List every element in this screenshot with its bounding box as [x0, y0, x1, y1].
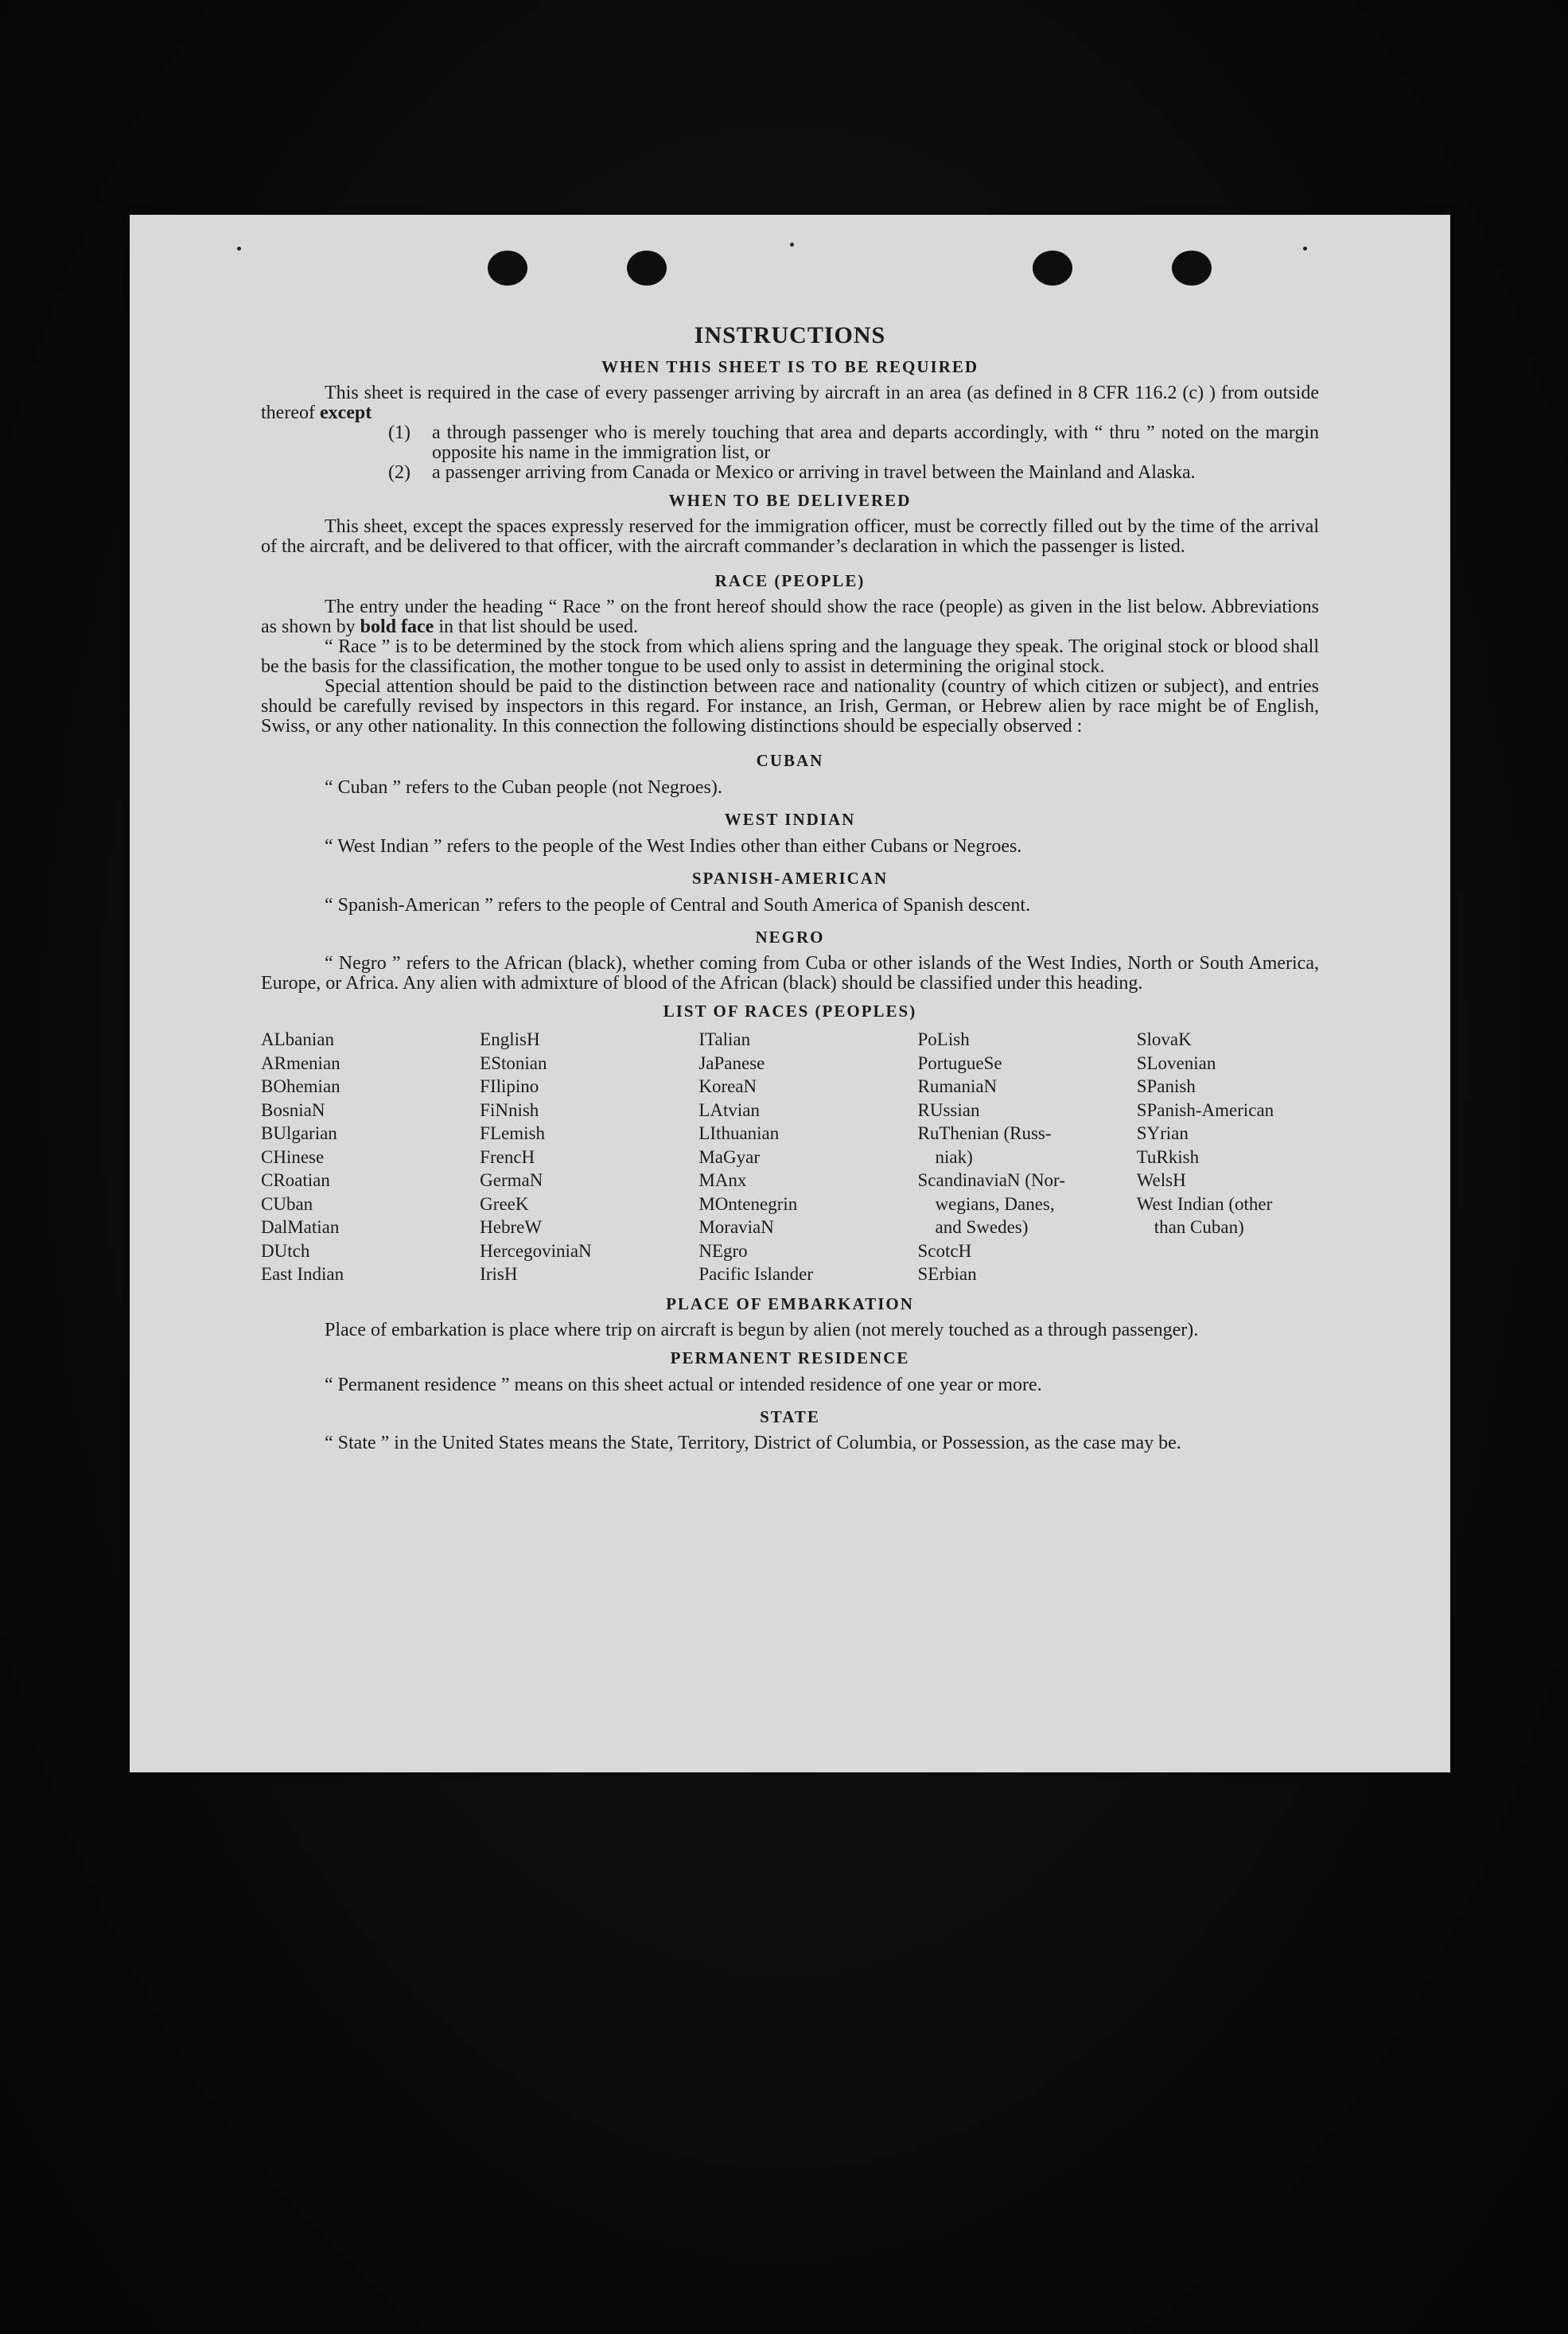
negro-text: “ Negro ” refers to the African (black), whether coming from Cuba or other islands of the West Indies, North or South America, Europe, or Africa. Any alien with admixture of blood of the African (black) should be classified under this heading.: [261, 953, 1319, 994]
race-entry: Pacific Islander: [698, 1264, 814, 1284]
race-entry: CHinese: [261, 1146, 325, 1167]
race-entry: ScandinaviaN (Nor-: [917, 1170, 1065, 1190]
race-entry: ITalian: [698, 1029, 751, 1049]
section-heading-west-indian: WEST INDIAN: [724, 810, 856, 829]
races-column: [918, 1028, 1137, 1286]
document-sheet: [130, 215, 1450, 1772]
race-entry: FIlipino: [480, 1076, 539, 1096]
section-heading-required: WHEN THIS SHEET IS TO BE REQUIRED: [601, 357, 979, 376]
race-entry: CRoatian: [261, 1170, 330, 1190]
races-column: [261, 1028, 480, 1286]
required-intro: This sheet is required in the case of every passenger arriving by aircraft in an area (as defined in 8 CFR 116.2 (c) ) from outside thereof except: [261, 383, 1319, 423]
section-heading-residence: PERMANENT RESIDENCE: [670, 1348, 910, 1367]
race-entry: EnglisH: [480, 1029, 540, 1049]
paper-speck: [237, 247, 241, 251]
race-paragraph-1: The entry under the heading “ Race ” on the front hereof should show the race (people) as given in the list below. Abbreviations as shown by bold face in that list should be used.: [261, 597, 1319, 637]
section-heading-race: RACE (PEOPLE): [714, 571, 866, 590]
section-heading-state: STATE: [760, 1406, 820, 1426]
race-entry: LAtvian: [698, 1099, 760, 1120]
race-entry: NEgro: [698, 1240, 748, 1261]
race-entry: DUtch: [261, 1240, 310, 1261]
race-entry: SYrian: [1136, 1123, 1189, 1143]
spanish-american-text: “ Spanish-American ” refers to the people of Central and South America of Spanish descent.: [325, 895, 1031, 916]
instructions-content: [261, 322, 1319, 1453]
race-entry: BosniaN: [261, 1099, 325, 1120]
race-entry: RUssian: [917, 1099, 980, 1120]
west-indian-text: “ West Indian ” refers to the people of the West Indies other than either Cubans or Negroes.: [325, 836, 1022, 857]
races-column: [698, 1028, 917, 1286]
race-entry: ARmenian: [261, 1052, 340, 1073]
race-entry: MOntenegrin: [698, 1193, 798, 1214]
list-item: (2) a passenger arriving from Canada or Mexico or arriving in travel between the Mainland and Alaska.: [388, 462, 1196, 483]
race-paragraph-3: Special attention should be paid to the distinction between race and nationality (country of which citizen or subject), and entries should be carefully revised by inspectors in this regard. For instance, an Irish, German, or Hebrew alien by race might be of English, Swiss, or any other nationality. In this connection the following distinctions should be especially observed :: [261, 676, 1319, 737]
section-heading-races-list: LIST OF RACES (PEOPLES): [663, 1002, 917, 1021]
punch-hole: [1033, 251, 1072, 286]
race-entry: niak): [935, 1146, 973, 1167]
race-entry: than Cuban): [1154, 1217, 1244, 1237]
page-title: INSTRUCTIONS: [694, 322, 886, 348]
race-entry: ALbanian: [261, 1029, 334, 1049]
race-entry: SErbian: [917, 1264, 977, 1284]
race-entry: West Indian (other: [1136, 1193, 1273, 1214]
race-entry: GermaN: [480, 1170, 543, 1190]
race-entry: FiNnish: [480, 1099, 539, 1120]
races-column: [480, 1028, 698, 1286]
section-heading-cuban: CUBAN: [756, 751, 824, 770]
race-paragraph-2: “ Race ” is to be determined by the stock from which aliens spring and the language they speak. The original stock or blood shall be the basis for the classification, the mother tongue to be used only to assist in determining the original stock.: [261, 636, 1319, 677]
punch-hole: [1172, 251, 1212, 286]
paper-speck: [790, 243, 794, 247]
race-entry: IrisH: [480, 1264, 518, 1284]
race-entry: MAnx: [698, 1170, 747, 1190]
list-item: (1) a through passenger who is merely touching that area and departs accordingly, with “ thru ” noted on the margin opposite his name in the immigration list, or: [388, 422, 1319, 463]
race-entry: BUlgarian: [261, 1123, 337, 1143]
race-entry: ScotcH: [917, 1240, 972, 1261]
race-entry: FLemish: [480, 1123, 545, 1143]
paper-speck: [1303, 247, 1307, 251]
race-entry: wegians, Danes,: [935, 1193, 1055, 1214]
races-table: [261, 1028, 1319, 1286]
race-entry: PortugueSe: [917, 1052, 1002, 1073]
section-heading-embarkation: PLACE OF EMBARKATION: [666, 1293, 914, 1313]
section-heading-negro: NEGRO: [755, 928, 825, 947]
residence-text: “ Permanent residence ” means on this sheet actual or intended residence of one year or more.: [325, 1374, 1042, 1395]
race-entry: SPanish-American: [1136, 1099, 1274, 1120]
race-entry: RumaniaN: [917, 1076, 998, 1096]
delivered-text: This sheet, except the spaces expressly reserved for the immigration officer, must be correctly filled out by the time of the arrival of the aircraft, and be delivered to that officer, with the aircraft commander’s declaration in which the passenger is listed.: [261, 516, 1319, 557]
race-entry: MoraviaN: [698, 1217, 774, 1237]
race-entry: RuThenian (Russ-: [917, 1123, 1052, 1143]
section-heading-delivered: WHEN TO BE DELIVERED: [668, 491, 912, 510]
race-entry: BOhemian: [261, 1076, 340, 1096]
embarkation-text: Place of embarkation is place where trip on aircraft is begun by alien (not merely touched as a through passenger).: [325, 1319, 1199, 1340]
race-entry: CUban: [261, 1193, 313, 1214]
race-entry: GreeK: [480, 1193, 529, 1214]
race-entry: DalMatian: [261, 1217, 340, 1237]
race-entry: PoLish: [917, 1029, 970, 1049]
race-entry: MaGyar: [698, 1146, 760, 1167]
race-entry: SlovaK: [1136, 1029, 1192, 1049]
race-entry: KoreaN: [698, 1076, 757, 1096]
races-column: [1137, 1028, 1319, 1286]
race-entry: LIthuanian: [698, 1123, 780, 1143]
punch-hole: [627, 251, 667, 286]
state-text: “ State ” in the United States means the State, Territory, District of Columbia, or Possession, as the case may be.: [325, 1432, 1181, 1453]
race-entry: EStonian: [480, 1052, 547, 1073]
cuban-text: “ Cuban ” refers to the Cuban people (not Negroes).: [325, 777, 722, 798]
section-heading-spanish-american: SPANISH-AMERICAN: [691, 869, 889, 888]
punch-hole: [488, 251, 527, 286]
race-entry: East Indian: [261, 1264, 344, 1284]
race-entry: HercegoviniaN: [480, 1240, 592, 1261]
race-entry: SLovenian: [1136, 1052, 1216, 1073]
race-entry: and Swedes): [935, 1217, 1029, 1237]
race-entry: FrencH: [480, 1146, 535, 1167]
race-entry: JaPanese: [698, 1052, 765, 1073]
race-entry: HebreW: [480, 1217, 543, 1237]
race-entry: SPanish: [1136, 1076, 1196, 1096]
race-entry: WelsH: [1136, 1170, 1186, 1190]
race-entry: TuRkish: [1136, 1146, 1200, 1167]
